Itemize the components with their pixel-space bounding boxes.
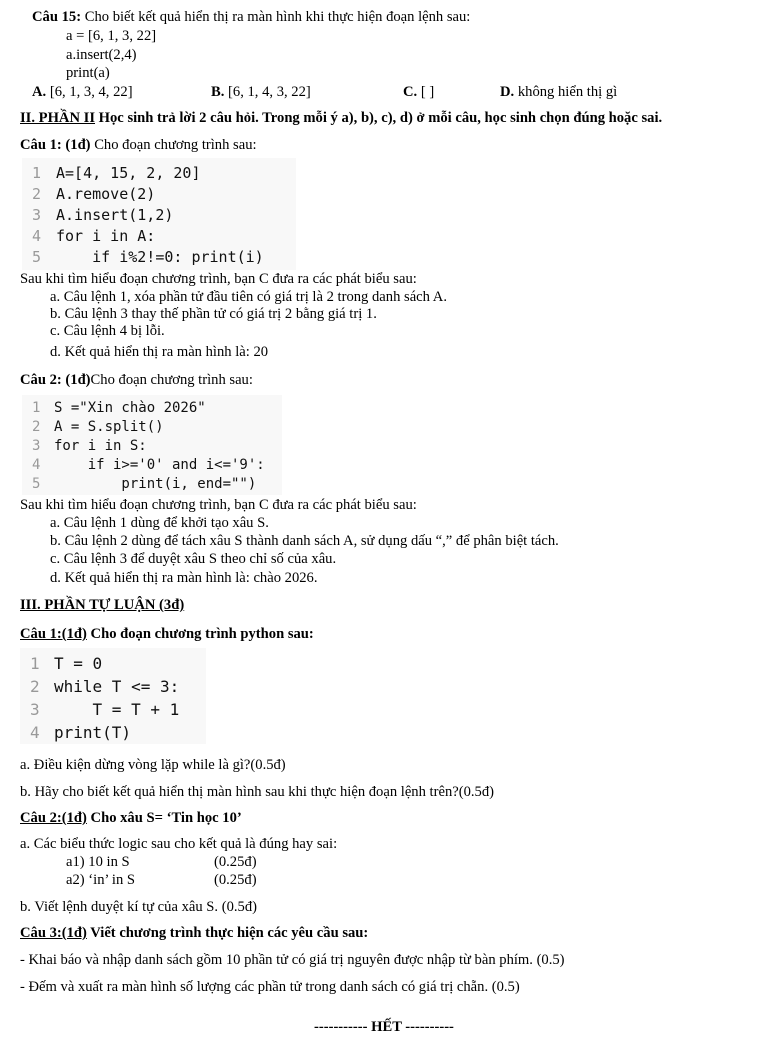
line-number: 1 bbox=[32, 164, 42, 182]
p2-q1-statement-d: d. Kết quả hiển thị ra màn hình là: 20 bbox=[50, 344, 269, 360]
p2-q2-intro: Sau khi tìm hiểu đoạn chương trình, bạn C đưa ra các phát biểu sau: bbox=[20, 497, 417, 513]
q15-option-a: A. [6, 1, 3, 4, 22] bbox=[32, 84, 133, 100]
p2-q2-statement-b: b. Câu lệnh 2 dùng để tách xâu S thành danh sách A, sử dụng dấu “,” để phân biệt tách. bbox=[50, 533, 559, 549]
end-marker: ----------- HẾT ---------- bbox=[314, 1019, 454, 1035]
code-line: A.insert(1,2) bbox=[56, 206, 174, 224]
p3-q2-b: b. Viết lệnh duyệt kí tự của xâu S. (0.5đ) bbox=[20, 899, 257, 915]
p3-q1-code-block bbox=[20, 648, 206, 744]
p3-q1-b: b. Hãy cho biết kết quả hiển thị màn hình sau khi thực hiện đoạn lệnh trên?(0.5đ) bbox=[20, 784, 494, 800]
p2-q2-statement-d: d. Kết quả hiển thị ra màn hình là: chào 2026. bbox=[50, 570, 318, 586]
line-number: 5 bbox=[32, 248, 42, 266]
part2-heading: II. PHẦN II Học sinh trả lời 2 câu hỏi. Trong mỗi ý a), b), c), d) ở mỗi câu, học sinh chọn đúng hoặc sai. bbox=[20, 110, 663, 126]
q15-label: Câu 15: bbox=[32, 9, 82, 25]
p3-q3-line-2: - Đếm và xuất ra màn hình số lượng các phần tử trong danh sách có giá trị chẵn. (0.5) bbox=[20, 979, 520, 995]
code-line: A.remove(2) bbox=[56, 185, 156, 203]
p3-q2-a2-score: (0.25đ) bbox=[214, 872, 257, 888]
p2-q1-intro: Sau khi tìm hiểu đoạn chương trình, bạn C đưa ra các phát biểu sau: bbox=[20, 271, 417, 287]
line-number: 3 bbox=[30, 700, 40, 719]
q15-option-d: D. không hiển thị gì bbox=[500, 84, 618, 100]
code-line: T = 0 bbox=[54, 654, 103, 673]
q15-text: Cho biết kết quả hiển thị ra màn hình khi thực hiện đoạn lệnh sau: bbox=[84, 9, 471, 25]
code-line: S ="Xin chào 2026" bbox=[54, 400, 206, 416]
p2-q1-statement-c: c. Câu lệnh 4 bị lỗi. bbox=[50, 323, 165, 339]
line-number: 5 bbox=[32, 476, 41, 492]
line-number: 2 bbox=[32, 419, 41, 435]
code-line: if i>='0' and i<='9': bbox=[54, 457, 265, 473]
q15-code-line-3: print(a) bbox=[66, 65, 110, 81]
line-number: 2 bbox=[30, 677, 40, 696]
part3-heading: III. PHẦN TỰ LUẬN (3đ) bbox=[20, 597, 185, 613]
code-line: print(i, end="") bbox=[54, 476, 257, 492]
p3-q1-stem: Câu 1:(1đ) Cho đoạn chương trình python sau: bbox=[20, 626, 314, 642]
line-number: 1 bbox=[32, 400, 41, 416]
q15-code-line-2: a.insert(2,4) bbox=[66, 47, 137, 63]
p3-q1-a: a. Điều kiện dừng vòng lặp while là gì?(0.5đ) bbox=[20, 757, 286, 773]
code-line: while T <= 3: bbox=[54, 677, 180, 696]
code-line: if i%2!=0: print(i) bbox=[56, 248, 264, 266]
code-line: A = S.split() bbox=[54, 419, 164, 435]
line-number: 3 bbox=[32, 206, 42, 224]
p2-q1-statement-b: b. Câu lệnh 3 thay thế phần tử có giá trị 2 bằng giá trị 1. bbox=[50, 306, 377, 322]
p2-q2-stem: Câu 2: (1đ)Cho đoạn chương trình sau: bbox=[20, 372, 253, 388]
line-number: 3 bbox=[32, 438, 41, 454]
p3-q3-stem: Câu 3:(1đ) Viết chương trình thực hiện các yêu cầu sau: bbox=[20, 925, 369, 941]
p3-q2-stem: Câu 2:(1đ) Cho xâu S= ‘Tin học 10’ bbox=[20, 810, 242, 826]
line-number: 2 bbox=[32, 185, 42, 203]
p2-q1-stem: Câu 1: (1đ) Cho đoạn chương trình sau: bbox=[20, 137, 257, 153]
code-line: for i in A: bbox=[56, 227, 156, 245]
q15-code-line-1: a = [6, 1, 3, 22] bbox=[66, 28, 157, 44]
p2-q2-code-block bbox=[22, 395, 282, 495]
line-number: 4 bbox=[32, 457, 41, 473]
p3-q2-a2: a2) ‘in’ in S bbox=[66, 872, 136, 888]
line-number: 4 bbox=[30, 723, 40, 742]
line-number: 4 bbox=[32, 227, 42, 245]
p3-q2-a: a. Các biểu thức logic sau cho kết quả là đúng hay sai: bbox=[20, 836, 338, 852]
q15-stem bbox=[32, 9, 470, 26]
p3-q2-a1: a1) 10 in S bbox=[66, 854, 130, 870]
p2-q2-statement-c: c. Câu lệnh 3 để duyệt xâu S theo chỉ số của xâu. bbox=[50, 551, 337, 567]
q15-option-b: B. [6, 1, 4, 3, 22] bbox=[211, 84, 311, 100]
p2-q2-statement-a: a. Câu lệnh 1 dùng để khởi tạo xâu S. bbox=[50, 515, 269, 531]
p2-q1-statement-a: a. Câu lệnh 1, xóa phần tử đầu tiên có giá trị là 2 trong danh sách A. bbox=[50, 289, 447, 305]
code-line: for i in S: bbox=[54, 438, 147, 454]
code-line: T = T + 1 bbox=[54, 700, 180, 719]
line-number: 1 bbox=[30, 654, 40, 673]
q15-option-c: C. [ ] bbox=[403, 84, 435, 100]
code-line: A=[4, 15, 2, 20] bbox=[56, 164, 201, 182]
p3-q3-line-1: - Khai báo và nhập danh sách gồm 10 phần tử có giá trị nguyên được nhập từ bàn phím. (0.5) bbox=[20, 952, 565, 968]
code-line: print(T) bbox=[54, 723, 132, 742]
p2-q1-code-block bbox=[22, 158, 296, 270]
p3-q2-a1-score: (0.25đ) bbox=[214, 854, 257, 870]
